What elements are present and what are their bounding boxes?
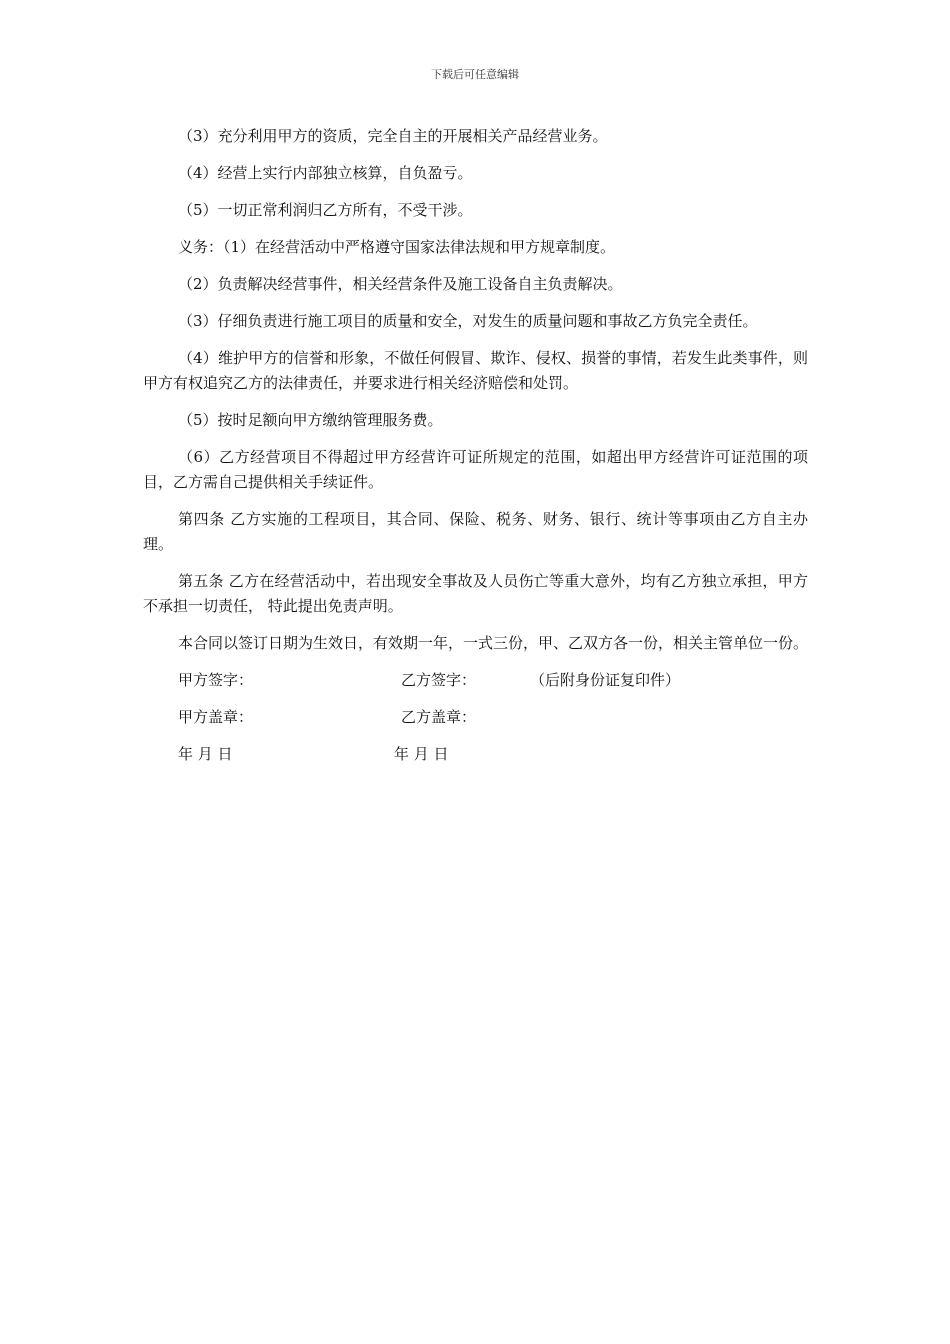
validity-clause: 本合同以签订日期为生效日，有效期一年，一式三份，甲、乙双方各一份，相关主管单位一份。 <box>178 634 809 652</box>
party-b-signature-label: 乙方签字： <box>401 671 477 689</box>
paragraph-duty-6: （6）乙方经营项目不得超过甲方经营许可证所规定的范围，如超出甲方经营许可证范围的项目，乙方需自己提供相关手续证件。 <box>143 448 808 491</box>
paragraph-right-4: （4）经营上实行内部独立核算，自负盈亏。 <box>178 164 473 182</box>
seal-row <box>143 705 808 730</box>
article-5: 第五条 乙方在经营活动中，若出现安全事故及人员伤亡等重大意外，均有乙方独立承担，甲方不承担一切责任， 特此提出免责声明。 <box>143 572 808 615</box>
party-b-date: 年 月 日 <box>394 745 449 763</box>
id-copy-note: （后附身份证复印件） <box>530 671 681 689</box>
paragraph-duty-4: （4）维护甲方的信誉和形象，不做任何假冒、欺诈、侵权、损誉的事情，若发生此类事件，则甲方有权追究乙方的法律责任，并要求进行相关经济赔偿和处罚。 <box>143 349 808 392</box>
paragraph-duty-3: （3）仔细负责进行施工项目的质量和安全，对发生的质量问题和事故乙方负完全责任。 <box>178 312 758 330</box>
paragraph-duty-2: （2）负责解决经营事件，相关经营条件及施工设备自主负责解决。 <box>178 275 623 293</box>
party-b-seal-label: 乙方盖章： <box>401 708 477 726</box>
date-row <box>143 742 808 767</box>
article-4: 第四条 乙方实施的工程项目，其合同、保险、税务、财务、银行、统计等事项由乙方自主办理。 <box>143 510 808 553</box>
party-a-date: 年 月 日 <box>178 745 233 763</box>
paragraph-duty-5: （5）按时足额向甲方缴纳管理服务费。 <box>178 411 443 429</box>
party-a-seal-label: 甲方盖章： <box>178 708 254 726</box>
paragraph-right-5: （5）一切正常利润归乙方所有，不受干涉。 <box>178 201 473 219</box>
paragraph-right-3: （3）充分利用甲方的资质，完全自主的开展相关产品经营业务。 <box>178 127 608 145</box>
paragraph-duty-1: 义务：（1）在经营活动中严格遵守国家法律法规和甲方规章制度。 <box>178 238 616 256</box>
header-note: 下载后可任意编辑 <box>431 68 519 81</box>
contract-body <box>143 124 808 779</box>
party-a-signature-label: 甲方签字： <box>178 671 254 689</box>
signature-row <box>143 668 808 693</box>
